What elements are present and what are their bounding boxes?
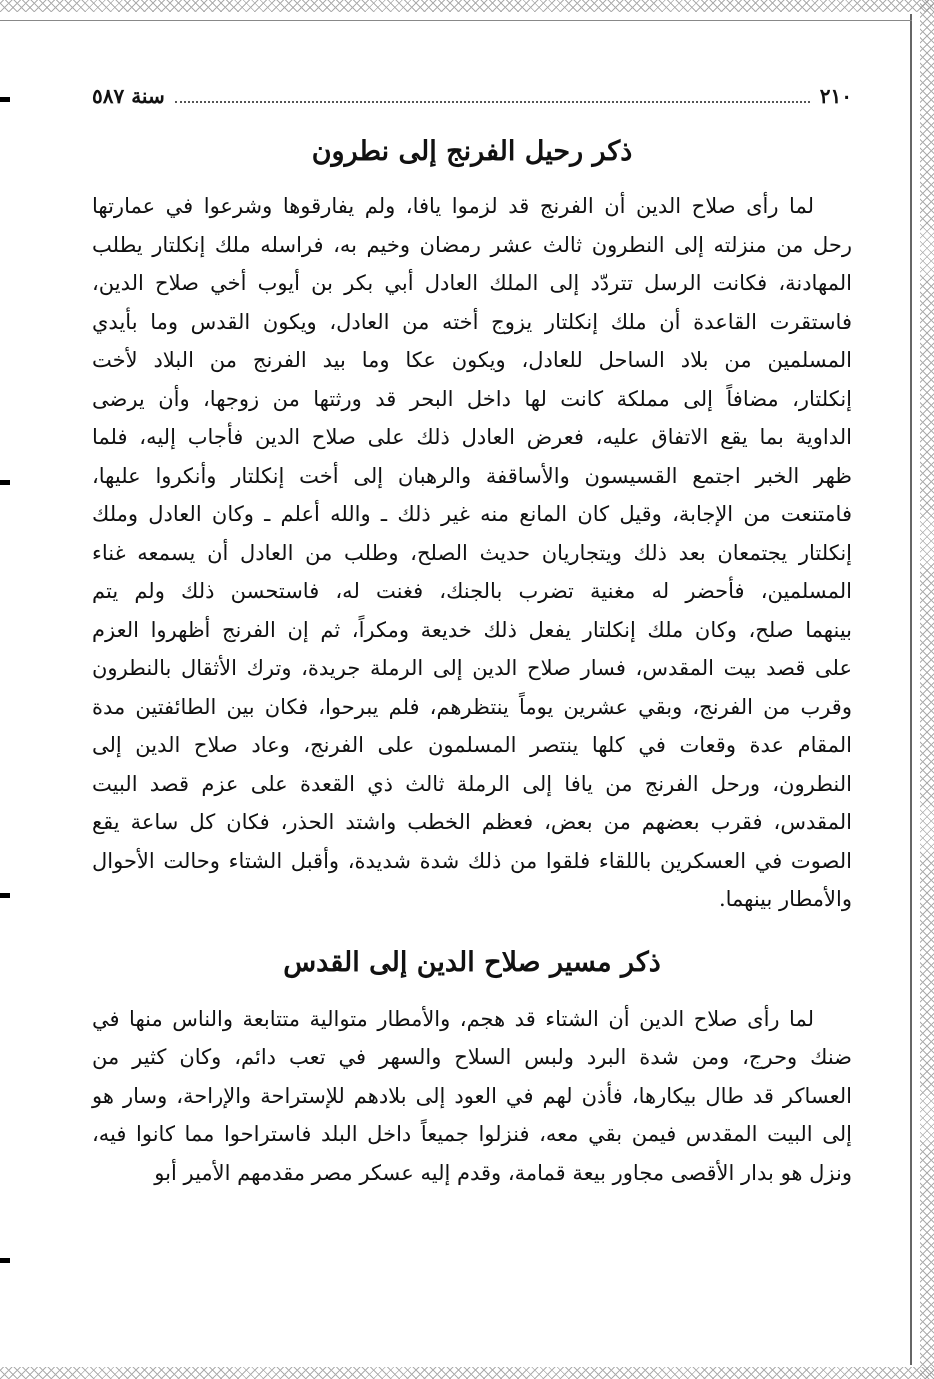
text-line: العساكر قد طال بيكارها، فأذن لهم في العود إلى بلادهم للإستراحة والإراحة، وسار هو — [92, 1083, 852, 1108]
text-line: رحل من منزلته إلى النطرون ثالث عشر رمضان وخيم به، فراسله ملك إنكلتار يطلب — [92, 232, 852, 257]
text-line: فامتنعت من الإجابة، وقيل كان المانع منه غير ذلك ـ والله أعلم ـ وكان العادل وملك — [92, 502, 852, 527]
decorative-border-bottom — [0, 1367, 934, 1379]
margin-mark — [0, 1258, 10, 1263]
page-body — [92, 84, 852, 1192]
text-line: ظهر الخبر اجتمع القسيسون والأساقفة والرهبان إلى أخت إنكلتار وأنكروا عليها، — [92, 463, 852, 488]
text-line: إنكلتار يجتمعان بعد ذلك ويتجاريان حديث الصلح، وطلب من العادل أن يسمعه غناء — [92, 540, 852, 565]
page-number: ٢١٠ — [819, 84, 852, 108]
decorative-border-right — [920, 0, 934, 1379]
text-line: لما رأى صلاح الدين أن الفرنج قد لزموا يافا، ولم يفارقوها وشرعوا في عمارتها — [92, 194, 814, 219]
text-line: الداوية بما يقع الاتفاق عليه، فعرض العادل ذلك على صلاح الدين فأجاب إليه، فلما — [92, 425, 852, 450]
header-dotted-leader — [175, 101, 810, 103]
text-line: إلى البيت المقدس فيمن بقي معه، فنزلوا جميعاً داخل البلد فاستراحوا مما كانوا فيه، — [92, 1122, 852, 1147]
text-line: فاستقرت القاعدة أن ملك إنكلتار يزوج أخته من العادل، ويكون القدس وما بأيدي — [92, 309, 852, 334]
section-text — [92, 1000, 852, 1193]
running-header — [92, 84, 852, 114]
text-line: المقدس، فقرب بعضهم من بعض، فعظم الخطب واشتد الحذر، فكان كل ساعة يقع — [92, 810, 852, 835]
section-title: ذكر مسير صلاح الدين إلى القدس — [283, 946, 661, 978]
margin-mark — [0, 480, 10, 485]
margin-mark — [0, 893, 10, 898]
text-line: بينهما صلح، وكان ملك إنكلتار يفعل ذلك خديعة ومكراً، ثم إن الفرنج أظهروا العزم — [92, 617, 852, 642]
text-line: الصوت في العسكرين باللقاء فلقوا من ذلك شدة شديدة، وأقبل الشتاء وحالت الأحوال — [92, 848, 852, 873]
text-line: النطرون، ورحل الفرنج من يافا إلى الرملة ثالث ذي القعدة على عزم قصد البيت — [92, 771, 852, 796]
margin-mark — [0, 97, 10, 102]
text-line: والأمطار بينهما. — [718, 887, 852, 912]
section-text — [92, 187, 852, 919]
text-line: ضنك وحرج، ومن شدة البرد ولبس السلاح والسهر في تعب دائم، وكان كثير من — [92, 1045, 852, 1070]
text-line: ونزل هو بدار الأقصى مجاور بيعة قمامة، وقدم إليه عسكر مصر مقدمهم الأمير أبو — [154, 1160, 852, 1185]
text-line: إنكلتار، مضافاً إلى مملكة كانت لها داخل البحر قد ورثتها من زوجها، وأن يرضى — [92, 386, 852, 411]
frame-line-top — [0, 20, 912, 21]
year-label: سنة ٥٨٧ — [92, 84, 165, 108]
text-line: المهادنة، فكانت الرسل تتردّد إلى الملك العادل أبي بكر بن أيوب أخي صلاح الدين، — [92, 271, 852, 296]
section-title: ذكر رحيل الفرنج إلى نطرون — [311, 136, 633, 167]
text-line: المسلمين من بلاد الساحل للعادل، ويكون عكا وما بيد الفرنج من البلاد لأخت — [92, 348, 852, 373]
frame-line-right — [910, 14, 912, 1365]
decorative-border-top — [0, 0, 934, 12]
text-line: على قصد بيت المقدس، فسار صلاح الدين إلى الرملة جريدة، وترك الأثقال بالنطرون — [92, 656, 852, 681]
text-line: المقام عدة وقعات في كلها ينتصر المسلمون على الفرنج، وعاد صلاح الدين إلى — [92, 733, 852, 758]
text-line: لما رأى صلاح الدين أن الشتاء قد هجم، والأمطار متوالية متتابعة والناس منها في — [92, 1006, 814, 1031]
text-line: المسلمين، فأحضر له مغنية تضرب بالجنك، فغنت له، فاستحسن ذلك ولم يتم — [92, 579, 852, 604]
text-line: وقرب من الفرنج، وبقي عشرين يوماً ينتظرهم، فلم يبرحوا، فكان بين الطائفتين مدة — [92, 694, 852, 719]
